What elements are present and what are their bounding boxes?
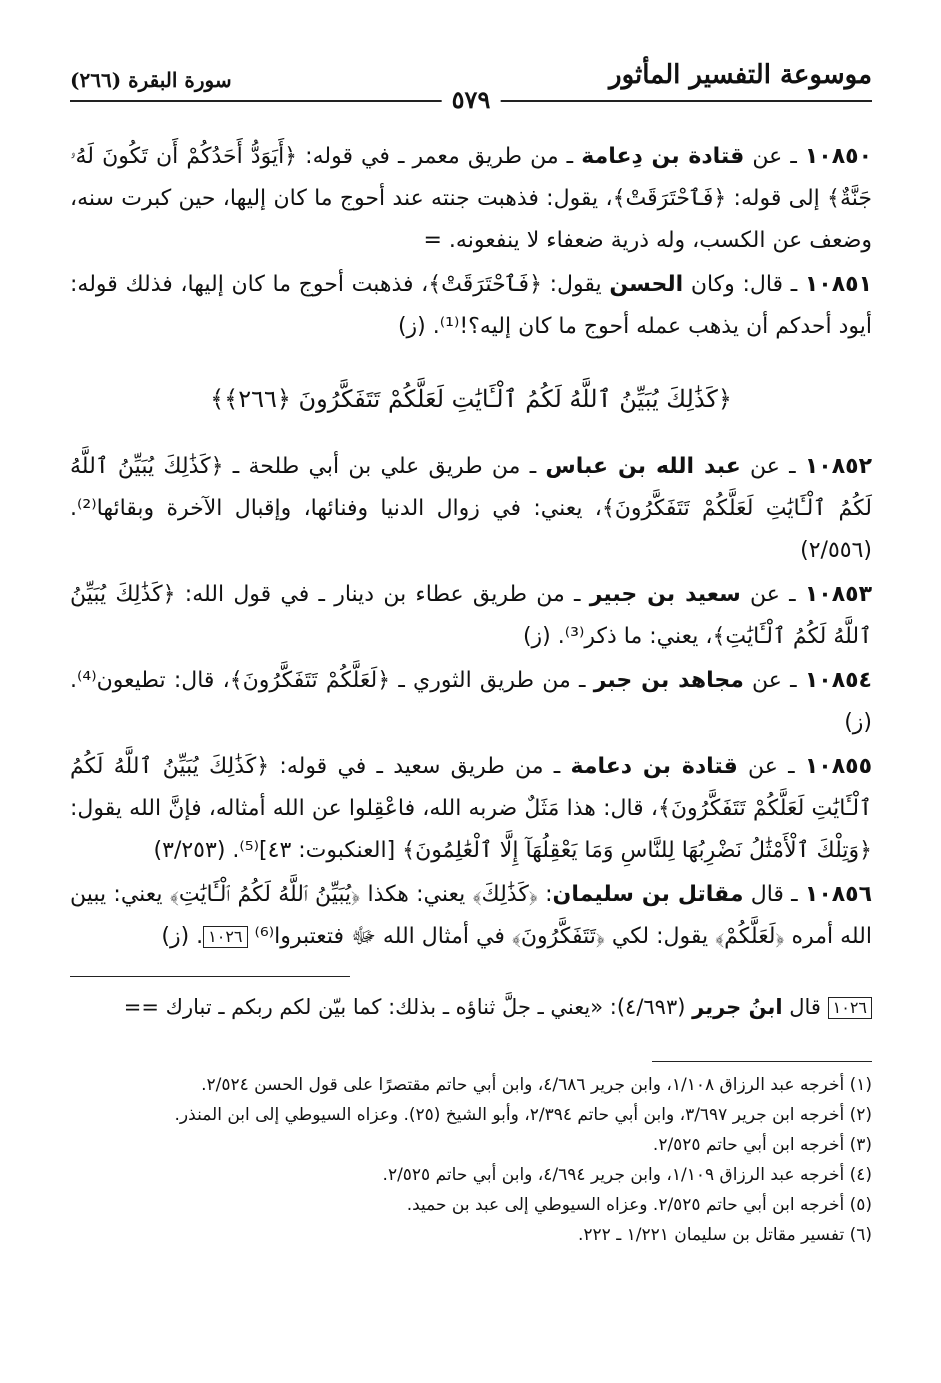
page xyxy=(70,52,872,1250)
entry-prefix: ـ عن xyxy=(743,668,797,693)
entry-number: ١٠٨٥٦ xyxy=(804,882,873,907)
entry-text: ـ من طريق علي بن أبي طلحة ـ ﴿كَذَٰلِكَ يُبَيِّنُ ٱللَّهُ لَكُمُ ٱلْـَٔايَٰتِ لَعَلَّكُمْ تَتَفَكَّرُونَ﴾، يعني: في زوال الدنيا وفنائها، وإقبال الآخرة وبقائها⁽²⁾. (٢/٥٥٦) xyxy=(70,454,872,563)
narration-entry xyxy=(70,660,872,744)
footnote: (٣) أخرجه ابن أبي حاتم ٢/٥٢٥. xyxy=(652,1135,872,1155)
footnote: (٢) أخرجه ابن جرير ٣/٦٩٧، وابن أبي حاتم ٢/٣٩٤، وأبو الشيخ (٢٥). وعزاه السيوطي إلى ابن المنذر. xyxy=(174,1105,872,1125)
book-title: موسوعة التفسير المأثور xyxy=(609,60,872,90)
entry-number: ١٠٨٥٤ xyxy=(804,668,872,693)
entry-number: ١٠٨٥٢ xyxy=(804,454,872,479)
narration-entry xyxy=(70,446,872,572)
footnotes-divider xyxy=(652,1061,872,1062)
entry-prefix: ـ عن xyxy=(744,144,797,169)
narrator-name: مقاتل بن سليمان xyxy=(552,882,744,907)
entry-text: ـ من طريق سعيد ـ في قوله: ﴿كَذَٰلِكَ يُبَيِّنُ ٱللَّهُ لَكُمُ ٱلْـَٔايَٰتِ لَعَلَّكُمْ تَتَفَكَّرُونَ﴾، قال: هذا مَثَلٌ ضربه الله، فاعْقِلوا عن الله أمثاله، فإنَّ الله يقول: ﴿وَتِلْكَ ٱلْأَمْثَٰلُ نَضْرِبُهَا لِلنَّاسِ وَمَا يَعْقِلُهَآ إِلَّا ٱلْعَٰلِمُونَ﴾ [العنكبوت: ٤٣]⁽⁵⁾. (٣/٢٥٣) xyxy=(70,754,872,863)
commentary-divider xyxy=(70,976,350,977)
narrator-name: مجاهد بن جبر xyxy=(593,668,744,693)
narration-entry xyxy=(70,574,872,658)
entry-tail: . (ز) xyxy=(161,924,204,949)
footnote: (٥) أخرجه ابن أبي حاتم ٢/٥٢٥. وعزاه السيوطي إلى عبد بن حميد. xyxy=(406,1195,872,1215)
narration-entry xyxy=(70,874,872,958)
entry-text: يقول: ﴿فَٱحْتَرَقَتْ﴾، فذهبت أحوج ما كان إليها، فذلك قوله: أيود أحدكم أن يذهب عمله أحوج ما كان إليه؟!⁽¹⁾. (ز) xyxy=(70,272,872,339)
entry-number: ١٠٨٥٠ xyxy=(804,144,873,169)
commentary-number-box: ١٠٢٦ xyxy=(828,997,872,1019)
commentary-prefix: قال xyxy=(782,995,828,1019)
page-number: ٥٧٩ xyxy=(442,85,501,114)
entry-text: ـ من طريق الثوري ـ ﴿لَعَلَّكُمْ تَتَفَكَّرُونَ﴾، قال: تطيعون⁽⁴⁾. (ز) xyxy=(70,668,872,735)
entry-prefix: ـ عن xyxy=(737,754,795,779)
main-text xyxy=(70,136,872,958)
entry-number: ١٠٨٥٥ xyxy=(804,754,872,779)
footnotes xyxy=(70,1070,872,1250)
narration-entry xyxy=(70,136,872,262)
commentary xyxy=(70,987,872,1027)
narration-entry xyxy=(70,264,872,348)
entry-text: : ﴿كَذَٰلِكَ﴾ يعني: هكذا ﴿يُبَيِّنُ ٱللَّهُ لَكُمُ ٱلْـَٔايَٰتِ﴾ يعني: يبين الله أمره ﴿لَعَلَّكُمْ﴾ يقول: لكي ﴿تَتَفَكَّرُونَ﴾ في أمثال الله ﷻ فتعتبروا⁽⁶⁾ xyxy=(70,882,872,949)
narration-entry xyxy=(70,746,872,872)
entry-prefix: ـ عن xyxy=(740,582,796,607)
verse-heading: ﴿كَذَٰلِكَ يُبَيِّنُ ٱللَّهُ لَكُمُ ٱلْـَٔايَٰتِ لَعَلَّكُمْ تَتَفَكَّرُونَ ﴿٢٦٦﴾﴾ xyxy=(210,385,732,413)
footnote: (١) أخرجه عبد الرزاق ١/١٠٨، وابن جرير ٤/٦٨٦، وابن أبي حاتم مقتصرًا على قول الحسن ٢/٥٢٤. xyxy=(201,1075,872,1095)
entry-number: ١٠٨٥٣ xyxy=(804,582,872,607)
narrator-name: عبد الله بن عباس xyxy=(545,454,741,479)
narrator-name: الحسن xyxy=(609,272,684,297)
entry-prefix: ـ قال xyxy=(743,882,798,907)
footnote: (٤) أخرجه عبد الرزاق ١/١٠٩، وابن جرير ٤/٦٩٤، وابن أبي حاتم ٢/٥٢٥. xyxy=(382,1165,872,1185)
page-header xyxy=(70,52,872,114)
narrator-name: سعيد بن جبير xyxy=(589,582,741,607)
entry-prefix: ـ قال: وكان xyxy=(683,272,798,297)
narrator-name: قتادة بن دعامة xyxy=(570,754,738,779)
footnote: (٦) تفسير مقاتل بن سليمان ١/٢٢١ ـ ٢٢٢. xyxy=(578,1225,872,1245)
entry-number: ١٠٨٥١ xyxy=(804,272,872,297)
surah-reference: سورة البقرة (٢٦٦) xyxy=(70,68,232,92)
commentary-text: (٤/٦٩٣): «يعني ـ جلَّ ثناؤه ـ بذلك: كما بيّن لكم ربكم ـ تبارك == xyxy=(123,995,693,1019)
narrator-name: قتادة بن دِعامة xyxy=(581,144,745,169)
entry-text: ـ من طريق عطاء بن دينار ـ في قول الله: ﴿كَذَٰلِكَ يُبَيِّنُ ٱللَّهُ لَكُمُ ٱلْـَٔايَٰتِ﴾، يعني: ما ذكر⁽³⁾. (ز) xyxy=(70,582,872,649)
commentary-ref-box: ١٠٢٦ xyxy=(203,926,247,948)
commentator-name: ابنُ جرير xyxy=(692,995,783,1019)
entry-prefix: ـ عن xyxy=(740,454,796,479)
entry-text: ـ من طريق معمر ـ في قوله: ﴿أَيَوَدُّ أَحَدُكُمْ أَن تَكُونَ لَهُۥ جَنَّةٌ﴾ إلى قوله: ﴿فَٱحْتَرَقَتْ﴾، يقول: فذهبت جنته عند أحوج ما كان إليها، حين كبرت سنه، وضعف عن الكسب، وله ذرية ضعفاء لا ينفعونه. = xyxy=(70,144,872,253)
